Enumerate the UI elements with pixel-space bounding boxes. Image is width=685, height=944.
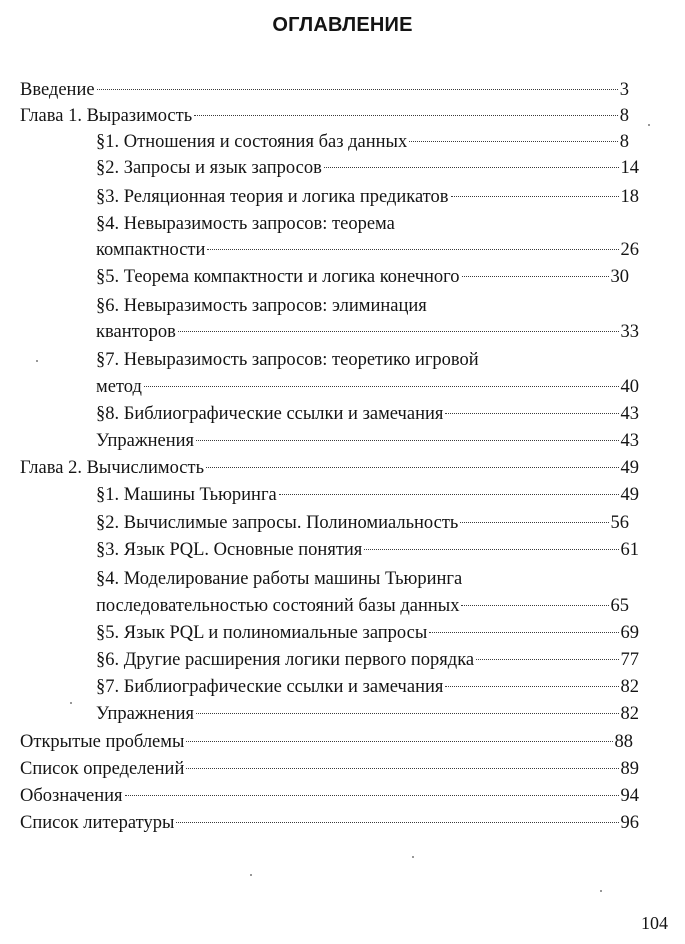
toc-entry-label: §6. Другие расширения логики первого порядка (96, 650, 475, 670)
scan-speck (70, 702, 72, 704)
toc-entry-ch1-section-1 (96, 129, 629, 155)
dot-leader (125, 795, 619, 796)
toc-entry-ch1-section-5 (96, 264, 629, 290)
toc-entry-label: Глава 1. Выразимость (20, 106, 193, 126)
toc-entry-bibliography (20, 810, 639, 836)
toc-entry-label: Список литературы (20, 813, 175, 833)
toc-entry-label: §3. Язык PQL. Основные понятия (96, 540, 363, 560)
dot-leader (364, 549, 618, 550)
toc-entry-label: §7. Библиографические ссылки и замечания (96, 677, 444, 697)
toc-entry-page: 26 (620, 240, 639, 260)
dot-leader (324, 167, 619, 168)
dot-leader (186, 741, 612, 742)
dot-leader (460, 522, 608, 523)
toc-entry-page: 3 (619, 80, 629, 100)
toc-entry-page: 43 (620, 431, 639, 451)
toc-entry-label: §1. Машины Тьюринга (96, 485, 277, 505)
toc-entry-ch2-section-5 (96, 620, 639, 646)
toc-entry-page: 61 (620, 540, 639, 560)
toc-entry-ch1-section-7 (96, 374, 639, 400)
toc-entry-label: §2. Вычислимые запросы. Полиномиальность (96, 513, 459, 533)
toc-entry-ch1-section-4-line-1: §4. Невыразимость запросов: теорема (96, 214, 395, 234)
toc-entry-label: Глава 2. Вычислимость (20, 458, 205, 478)
toc-entry-ch1-section-6-line-1: §6. Невыразимость запросов: элиминация (96, 296, 427, 316)
toc-entry-label: Упражнения (96, 431, 195, 451)
toc-entry-label: кванторов (96, 322, 176, 342)
dot-leader (196, 713, 618, 714)
toc-entry-ch1-section-6 (96, 319, 639, 345)
toc-entry-page: 30 (610, 267, 629, 287)
toc-entry-label: Открытые проблемы (20, 732, 185, 752)
toc-entry-page: 49 (620, 458, 639, 478)
toc-entry-label: §2. Запросы и язык запросов (96, 158, 322, 178)
toc-entry-label: метод (96, 377, 142, 397)
dot-leader (186, 768, 618, 769)
dot-leader (429, 632, 618, 633)
toc-entry-page: 82 (620, 704, 639, 724)
toc-entry-page: 77 (620, 650, 639, 670)
toc-entry-page: 49 (620, 485, 639, 505)
scan-speck (250, 874, 252, 876)
toc-entry-page: 69 (620, 623, 639, 643)
dot-leader (476, 659, 618, 660)
dot-leader (279, 494, 619, 495)
toc-entry-page: 96 (620, 813, 639, 833)
toc-entry-ch2-section-4 (96, 593, 629, 619)
toc-entry-label: Обозначения (20, 786, 123, 806)
page-title: ОГЛАВЛЕНИЕ (272, 14, 413, 36)
scan-speck (648, 124, 650, 126)
toc-entry-label: Список определений (20, 759, 185, 779)
dot-leader (176, 822, 618, 823)
toc-entry-page: 8 (619, 132, 629, 152)
dot-leader (196, 440, 618, 441)
toc-entry-label: Введение (20, 80, 95, 100)
dot-leader (144, 386, 619, 387)
dot-leader (194, 115, 618, 116)
toc-entry-page: 40 (620, 377, 639, 397)
dot-leader (462, 276, 609, 277)
toc-entry-page: 82 (620, 677, 639, 697)
toc-entry-ch2-section-7 (96, 674, 639, 700)
toc-entry-page: 56 (610, 513, 629, 533)
toc-entry-ch1-exercises (96, 428, 639, 454)
toc-entry-ch1-section-4 (96, 237, 639, 263)
dot-leader (178, 331, 619, 332)
toc-entry-page: 88 (614, 732, 633, 752)
toc-entry-notation (20, 783, 639, 809)
dot-leader (445, 686, 618, 687)
toc-entry-label: Упражнения (96, 704, 195, 724)
scan-speck (600, 890, 602, 892)
toc-entry-page: 33 (620, 322, 639, 342)
toc-entry-page: 18 (620, 187, 639, 207)
dot-leader (206, 467, 618, 468)
dot-leader (445, 413, 618, 414)
toc-entry-page: 65 (610, 596, 629, 616)
toc-entry-ch1-section-3 (96, 184, 639, 210)
page-number: 104 (641, 913, 668, 933)
toc-entry-ch2-section-4-line-1: §4. Моделирование работы машины Тьюринга (96, 569, 463, 589)
toc-entry-ch1-section-8 (96, 401, 639, 427)
toc-entry-definitions (20, 756, 639, 782)
toc-entry-label: последовательностью состояний базы данных (96, 596, 460, 616)
toc-entry-page: 8 (619, 106, 629, 126)
dot-leader (461, 605, 608, 606)
toc-entry-ch2-section-6 (96, 647, 639, 673)
toc-entry-chapter-2 (20, 455, 639, 481)
toc-entry-page: 43 (620, 404, 639, 424)
dot-leader (207, 249, 618, 250)
toc-entry-ch2-exercises (96, 701, 639, 727)
toc-entry-label: компактности (96, 240, 206, 260)
toc-entry-label: §3. Реляционная теория и логика предикатов (96, 187, 449, 207)
dot-leader (451, 196, 619, 197)
toc-entry-label: §5. Язык PQL и полиномиальные запросы (96, 623, 428, 643)
toc-entry-page: 14 (620, 158, 639, 178)
toc-entry-page: 94 (620, 786, 639, 806)
toc-entry-ch1-section-7-line-1: §7. Невыразимость запросов: теоретико игровой (96, 350, 479, 370)
toc-entry-ch2-section-1 (96, 482, 639, 508)
toc-entry-ch1-section-2 (96, 155, 639, 181)
toc-entry-page: 89 (620, 759, 639, 779)
toc-entry-label: §1. Отношения и состояния баз данных (96, 132, 408, 152)
toc-entry-ch2-section-2 (96, 510, 629, 536)
toc-entry-label: §5. Теорема компактности и логика конечного (96, 267, 460, 287)
toc-entry-intro (20, 77, 629, 103)
toc-entry-open-problems (20, 729, 633, 755)
dot-leader (97, 89, 618, 90)
dot-leader (409, 141, 618, 142)
toc-entry-ch2-section-3 (96, 537, 639, 563)
toc-entry-label: §8. Библиографические ссылки и замечания (96, 404, 444, 424)
scan-speck (412, 856, 414, 858)
toc-entry-chapter-1 (20, 103, 629, 129)
scan-speck (36, 360, 38, 362)
